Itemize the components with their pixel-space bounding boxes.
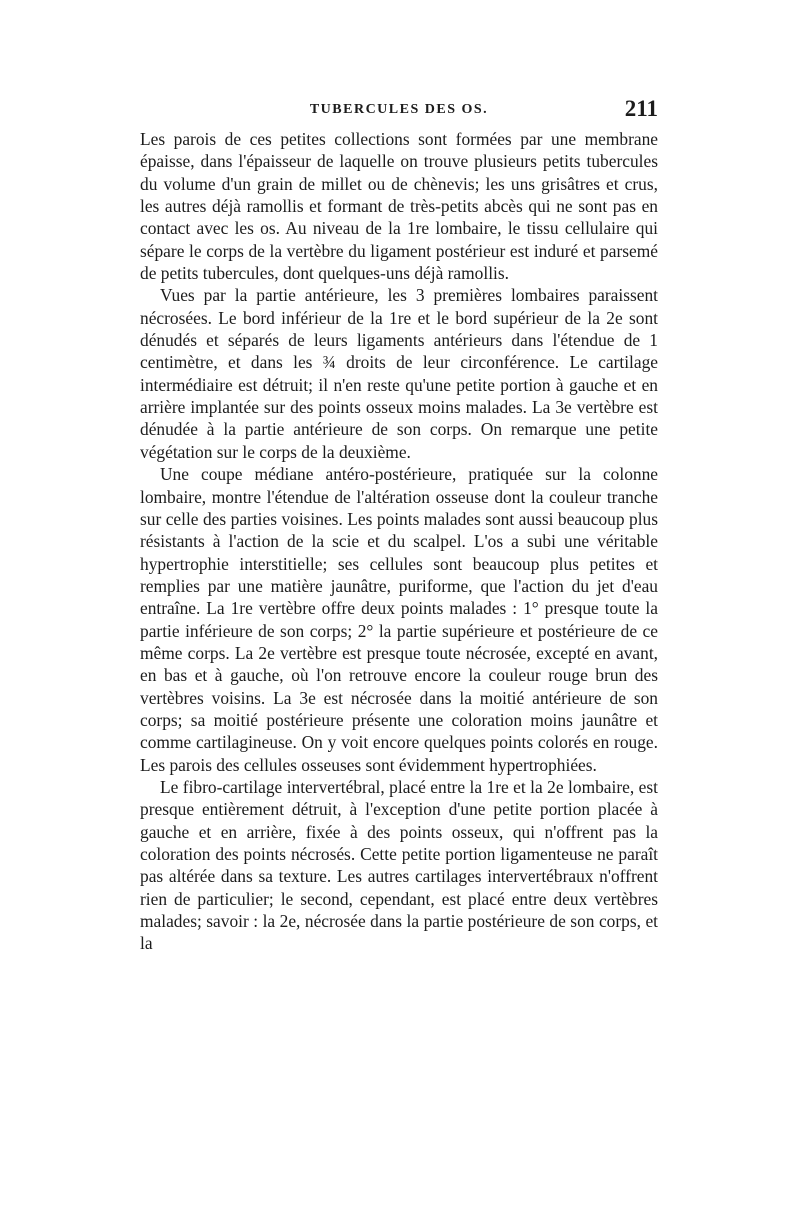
body-text (140, 128, 658, 955)
paragraph-4: Le fibro-cartilage intervertébral, placé entre la 1re et la 2e lombaire, est presque entièrement détruit, à l'exception d'une petite portion placée à gauche et en arrière, fixée à des points osseux, qui n'offrent pas la coloration des points nécrosés. Cette petite portion ligamenteuse ne paraît pas altérée dans sa texture. Les autres cartilages intervertébraux n'offrent rien de particulier; le second, cependant, est placé entre deux vertèbres malades; savoir : la 2e, nécrosée dans la partie postérieure de son corps, et la (140, 776, 658, 954)
paragraph-1: Les parois de ces petites collections sont formées par une membrane épaisse, dans l'épaisseur de laquelle on trouve plusieurs petits tubercules du volume d'un grain de millet ou de chènevis; les uns grisâtres et crus, les autres déjà ramollis et formant de très-petits abcès qui ne sont pas en contact avec les os. Au niveau de la 1re lombaire, le tissu cellulaire qui sépare le corps de la vertèbre du ligament postérieur est induré et parsemé de petits tubercules, dont quelques-uns déjà ramollis. (140, 129, 658, 284)
paragraph-3: Une coupe médiane antéro-postérieure, pratiquée sur la colonne lombaire, montre l'étendue de l'altération osseuse dont la couleur tranche sur celle des parties voisines. Les points malades sont aussi beaucoup plus résistants à l'action de la scie et du scalpel. L'os a subi une véritable hypertrophie interstitielle; ses cellules sont beaucoup plus petites et remplies par une matière jaunâtre, puriforme, que l'action du jet d'eau entraîne. La 1re vertèbre offre deux points malades : 1° presque toute la partie inférieure de son corps; 2° la partie supérieure et postérieure de ce même corps. La 2e vertèbre est presque toute nécrosée, excepté en avant, en bas et à gauche, où l'on retrouve encore la couleur rouge brun des vertèbres voisins. La 3e est nécrosée dans la moitié antérieure de son corps; sa moitié postérieure présente une coloration moins jaunâtre et comme cartilagineuse. On y voit encore quelques points colorés en rouge. Les parois des cellules osseuses sont évidemment hypertrophiées. (140, 464, 658, 775)
paragraph-2: Vues par la partie antérieure, les 3 premières lombaires paraissent nécrosées. Le bord inférieur de la 1re et le bord supérieur de la 2e sont dénudés et séparés de leurs ligaments antérieurs dans l'étendue de 1 centimètre, et dans les ¾ droits de leur circonférence. Le cartilage intermédiaire est détruit; il n'en reste qu'une petite portion à gauche et en arrière implantée sur des points osseux moins malades. La 3e vertèbre est dénudée à la partie antérieure de son corps. On remarque une petite végétation sur le corps de la deuxième. (140, 285, 658, 462)
running-title: TUBERCULES DES OS. (309, 102, 489, 117)
running-head (140, 96, 658, 128)
book-page (140, 96, 658, 955)
page-number: 211 (624, 96, 658, 121)
